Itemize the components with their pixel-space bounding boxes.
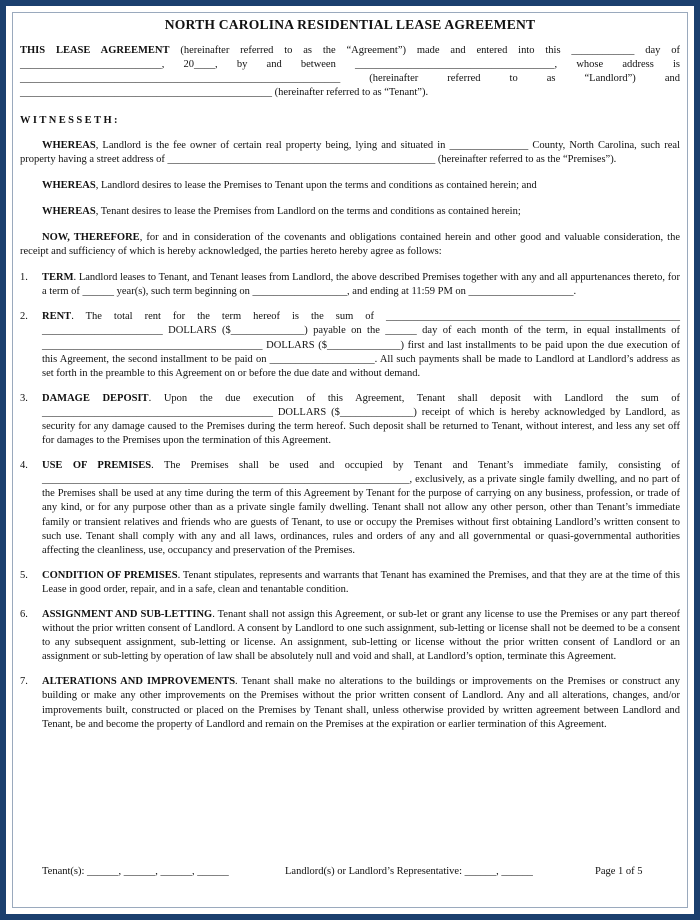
clause-body xyxy=(42,392,680,448)
landlord-initials: Landlord(s) or Landlord’s Representative: ______, ______ xyxy=(285,866,533,877)
clause-text: . Landlord leases to Tenant, and Tenant leases from Landlord, the above described Premises together with any and all appurtenances thereto, for a term of ______ year(s), such term beginning on __________________, and ending at 11:59 PM on ____________________. xyxy=(42,272,680,298)
whereas-paragraph xyxy=(20,179,680,193)
clause-assignment-sub-letting xyxy=(20,608,680,664)
clause-heading: DAMAGE DEPOSIT xyxy=(42,392,149,404)
whereas-paragraph xyxy=(20,205,680,219)
clause-number: 4. xyxy=(20,460,28,472)
now-therefore-text: , for and in consideration of the covenants and obligations contained herein and other good and valuable consideration, the receipt and sufficiency of which is hereby acknowledged, the parties hereto hereby agree as follows: xyxy=(20,231,680,258)
whereas-text: , Tenant desires to lease the Premises from Landlord on the terms and conditions as contained herein; xyxy=(95,205,521,217)
now-therefore-paragraph xyxy=(20,231,680,259)
clause-heading: RENT xyxy=(42,311,72,323)
document-page xyxy=(20,18,680,743)
clause-number: 2. xyxy=(20,311,28,323)
whereas-paragraph xyxy=(20,139,680,167)
clause-heading: ASSIGNMENT AND SUB-LETTING xyxy=(42,609,213,620)
whereas-lead: WHEREAS xyxy=(42,179,96,191)
clause-text: . The total rent for the term hereof is the sum of ________________________________________________________ _______________________ DOLLARS ($______________) payable on the ______ day of each month of the term, in equal installments of __________________________________________ DOLLARS ($______________) first and last installments to be paid upon the due execution of this Agreement, the second installment to be paid on ____________________. All such payments shall be made to Landlord at Landlord’s address as set forth in the preamble to this Agreement on or before the due date and without demand. xyxy=(42,311,680,379)
clause-condition-of-premises xyxy=(20,569,680,597)
clause-heading: USE OF PREMISES xyxy=(42,460,152,472)
intro-paragraph xyxy=(20,44,680,100)
clause-text: . Tenant shall make no alterations to the buildings or improvements on the Premises or construct any building or make any other improvements on the Premises without the prior written consent of Landlord. Any and all alterations, changes, and/or improvements built, constructed or placed on the Premises by Tenant shall, unless otherwise provided by written agreement between Landlord and Tenant, be and become the property of Landlord and remain on the Premises at the expiration or earlier termination of this Agreement. xyxy=(42,676,680,730)
clause-number: 3. xyxy=(20,392,28,404)
now-therefore-lead: NOW, THEREFORE xyxy=(42,231,140,243)
clause-rent xyxy=(20,310,680,380)
clause-number: 7. xyxy=(20,676,28,688)
clause-body xyxy=(42,675,680,731)
tenant-initials: Tenant(s): ______, ______, ______, ______ xyxy=(42,866,229,877)
clause-use-of-premises xyxy=(20,459,680,558)
clause-heading: ALTERATIONS AND IMPROVEMENTS xyxy=(42,676,236,688)
clause-number: 6. xyxy=(20,609,28,620)
witnesseth-heading: WITNESSETH: xyxy=(20,115,120,127)
clause-heading: TERM xyxy=(42,272,74,284)
clause-damage-deposit xyxy=(20,392,680,448)
clause-body xyxy=(42,608,680,664)
clause-body xyxy=(42,459,680,558)
clause-body xyxy=(42,271,680,299)
whereas-text: , Landlord desires to lease the Premises to Tenant upon the terms and conditions as contained herein; and xyxy=(95,179,537,191)
clause-alterations-improvements xyxy=(20,675,680,731)
page-number: Page 1 of 5 xyxy=(595,866,643,877)
clause-text: . Tenant shall not assign this Agreement, or sub-let or grant any license to use the Premises or any part thereof without the prior written consent of Landlord. A consent by Landlord to one such assignment, sub-letting or license shall not be deemed to be a consent to any subsequent assignment, sub-letting or license. An assignment, sub-letting or license without the prior written consent of Landlord or an assignment or sub-letting by operation of law shall be absolutely null and void and shall, at Landlord’s option, terminate this Agreement. xyxy=(42,609,680,663)
intro-text: (hereinafter referred to as the “Agreement”) made and entered into this ____________ day of ___________________________, 20____, by and between ______________________________________, whose address is _____________________________________________________________ (hereinafter referred to as “Landlord”) and ________________________________________________ (hereinafter referred to as “Tenant”). xyxy=(20,45,680,99)
clause-number: 1. xyxy=(20,272,28,284)
clause-text: . Upon the due execution of this Agreement, Tenant shall deposit with Landlord the sum of ____________________________________________ DOLLARS ($______________) receipt of which is hereby acknowledged by Landlord, as security for any damage caused to the Premises during the term hereof. Such deposit shall be returned to Tenant, without interest, and less any set off for damages to the Premises upon the termination of this Agreement. xyxy=(42,392,680,447)
document-title: NORTH CAROLINA RESIDENTIAL LEASE AGREEMENT xyxy=(164,17,536,32)
whereas-lead: WHEREAS xyxy=(42,205,96,217)
clause-number: 5. xyxy=(20,569,28,581)
clause-body xyxy=(42,569,680,597)
clause-text: . The Premises shall be used and occupied by Tenant and Tenant’s immediate family, consisting of ______________________________________________________________________, exclusively, as a private single family dwelling, and no part of the Premises shall be used at any time during the term of this Agreement by Tenant for the purpose of carrying on any business, profession, or trade of any kind, or for any purpose other than as a private single family dwelling. Tenant shall not allow any other person, other than Tenant’s immediate family or transient relatives and friends who are guests of Tenant, to use or occupy the Premises without first obtaining Landlord’s written consent to such use. Tenant shall comply with any and all laws, ordinances, rules and orders of any and all governmental or quasi-governmental authorities affecting the cleanliness, use, occupancy and preservation of the Premises. xyxy=(42,460,681,556)
whereas-text: , Landlord is the fee owner of certain real property being, lying and situated in _______________ County, North Carolina, such real property having a street address of ___________________________________________________ (hereinafter referred to as the “Premises”). xyxy=(20,139,680,165)
clause-heading: CONDITION OF PREMISES xyxy=(42,569,178,581)
intro-lead: THIS LEASE AGREEMENT xyxy=(20,45,170,57)
clause-text: . Tenant stipulates, represents and warrants that Tenant has examined the Premises, and that they are at the time of this Lease in good order, repair, and in a safe, clean and tenantable condition. xyxy=(42,569,680,595)
clause-body xyxy=(42,310,680,380)
clause-term xyxy=(20,271,680,299)
whereas-lead: WHEREAS xyxy=(42,139,96,151)
